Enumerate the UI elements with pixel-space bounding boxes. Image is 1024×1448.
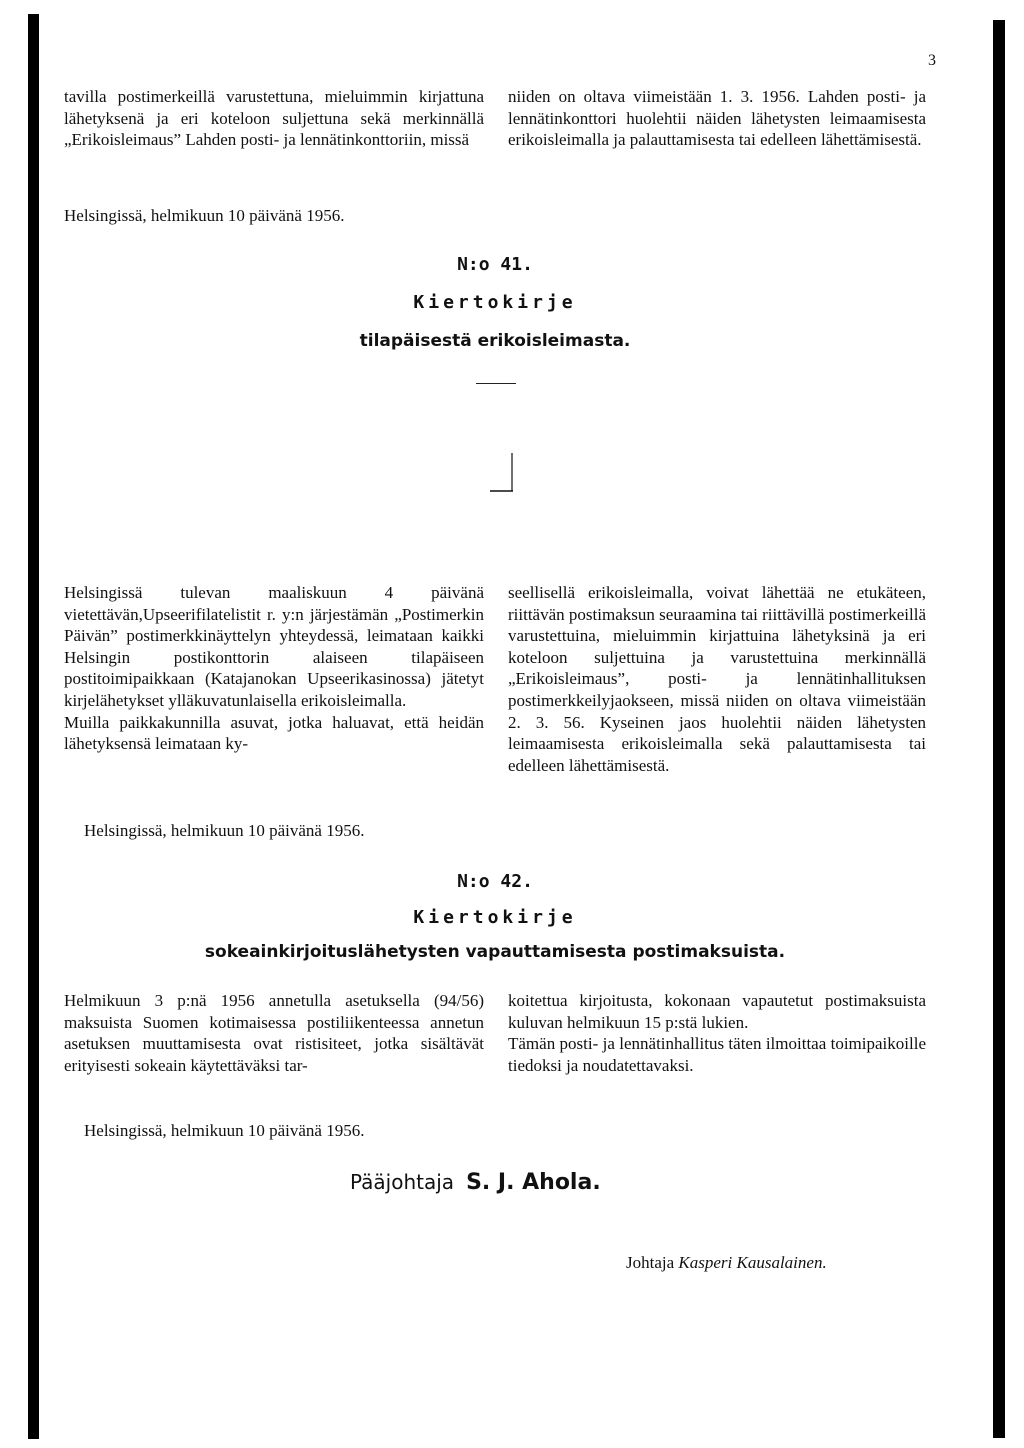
- intro-right-column: niiden on oltava viimeistään 1. 3. 1956. Lahden posti- ja lennätinkonttori huolehtii näiden lähetysten leimaamisesta erikoisleimalla ja palauttamisesta tai edelleen lähettämisestä.: [508, 87, 926, 150]
- circular-41-left-column: Helsingissä tulevan maaliskuun 4 päivänä vietettävän,Upseerifilatelistit r. y:n järjestämän „Postimerkin Päivän” postimerkkinäyttelyn yhteydessä, leimataan kaikki Helsingin postikonttorin alaiseen tilapäiseen postitoimipaikkaan (Katajanokan Upseerikasinossa) jätetyt kirjelähetykset ylläkuvatunlaisella erikoisleimalla. Muilla paikkakunnilla asuvat, jotka haluavat, että heidän lähetyksensä leimataan ky-: [64, 583, 484, 754]
- director-signature: [626, 1253, 827, 1273]
- director-general-name: S. J. Ahola.: [466, 1170, 601, 1195]
- circular-42-right-column: koitettua kirjoitusta, kokonaan vapautetut postimaksuista kuluvan helmikuun 15 p:stä lukien. Tämän posti- ja lennätinhallitus täten ilmoittaa toimipaikoille tiedoksi ja noudatettavaksi.: [508, 991, 926, 1075]
- intro-date-line: Helsingissä, helmikuun 10 päivänä 1956.: [64, 206, 345, 225]
- section-rule: [476, 383, 516, 384]
- director-title: Johtaja: [626, 1253, 675, 1272]
- circular-42-subject: sokeainkirjoituslähetysten vapauttamisesta postimaksuista.: [204, 942, 786, 962]
- special-postmark-illustration: [478, 453, 518, 493]
- circular-41-type: Kiertokirje: [413, 292, 577, 313]
- circular-42-number: N:o 42.: [457, 871, 533, 892]
- scan-edge-left: [28, 14, 39, 1439]
- intro-left-column: tavilla postimerkeillä varustettuna, mieluimmin kirjattuna lähetyksenä ja eri koteloon suljettuna sekä merkinnällä „Erikoisleimaus” Lahden posti- ja lennätinkonttoriin, missä: [64, 87, 484, 150]
- director-name: Kasperi Kausalainen.: [678, 1253, 827, 1272]
- circular-42-type: Kiertokirje: [413, 907, 577, 928]
- circular-41-subject: tilapäisestä erikoisleimasta.: [359, 331, 631, 351]
- page-number: 3: [928, 52, 936, 69]
- scan-edge-right: [993, 20, 1005, 1438]
- circular-41-right-column: seellisellä erikoisleimalla, voivat lähettää ne etukäteen, riittävän postimaksun seuraamina tai riittävillä postimerkeillä varustettuina, mieluimmin kirjattuina lähetyksinä ja eri koteloon suljettuina ja varustettuina merkinnällä „Erikoisleimaus”, posti- ja lennätinhallituksen postimerkkeilyjaokseen, missä niiden on oltava viimeistään 2. 3. 56. Kyseinen jaos huolehtii näiden lähetysten leimaamisesta erikoisleimalla sekä palauttamisesta tai edelleen lähettämisestä.: [508, 583, 926, 775]
- director-general-signature: [350, 1170, 601, 1195]
- director-general-title: Pääjohtaja: [350, 1170, 455, 1194]
- circular-42-left-column: Helmikuun 3 p:nä 1956 annetulla asetuksella (94/56) maksuista Suomen kotimaisessa postiliikenteessa annetun asetuksen muuttamisesta ovat ristisiteet, jotka sisältävät erityisesti sokeain käytettäväksi tar-: [64, 991, 484, 1075]
- circular-42-date-line: Helsingissä, helmikuun 10 päivänä 1956.: [84, 1121, 365, 1140]
- circular-41-date-line: Helsingissä, helmikuun 10 päivänä 1956.: [84, 821, 365, 840]
- circular-41-number: N:o 41.: [457, 254, 533, 275]
